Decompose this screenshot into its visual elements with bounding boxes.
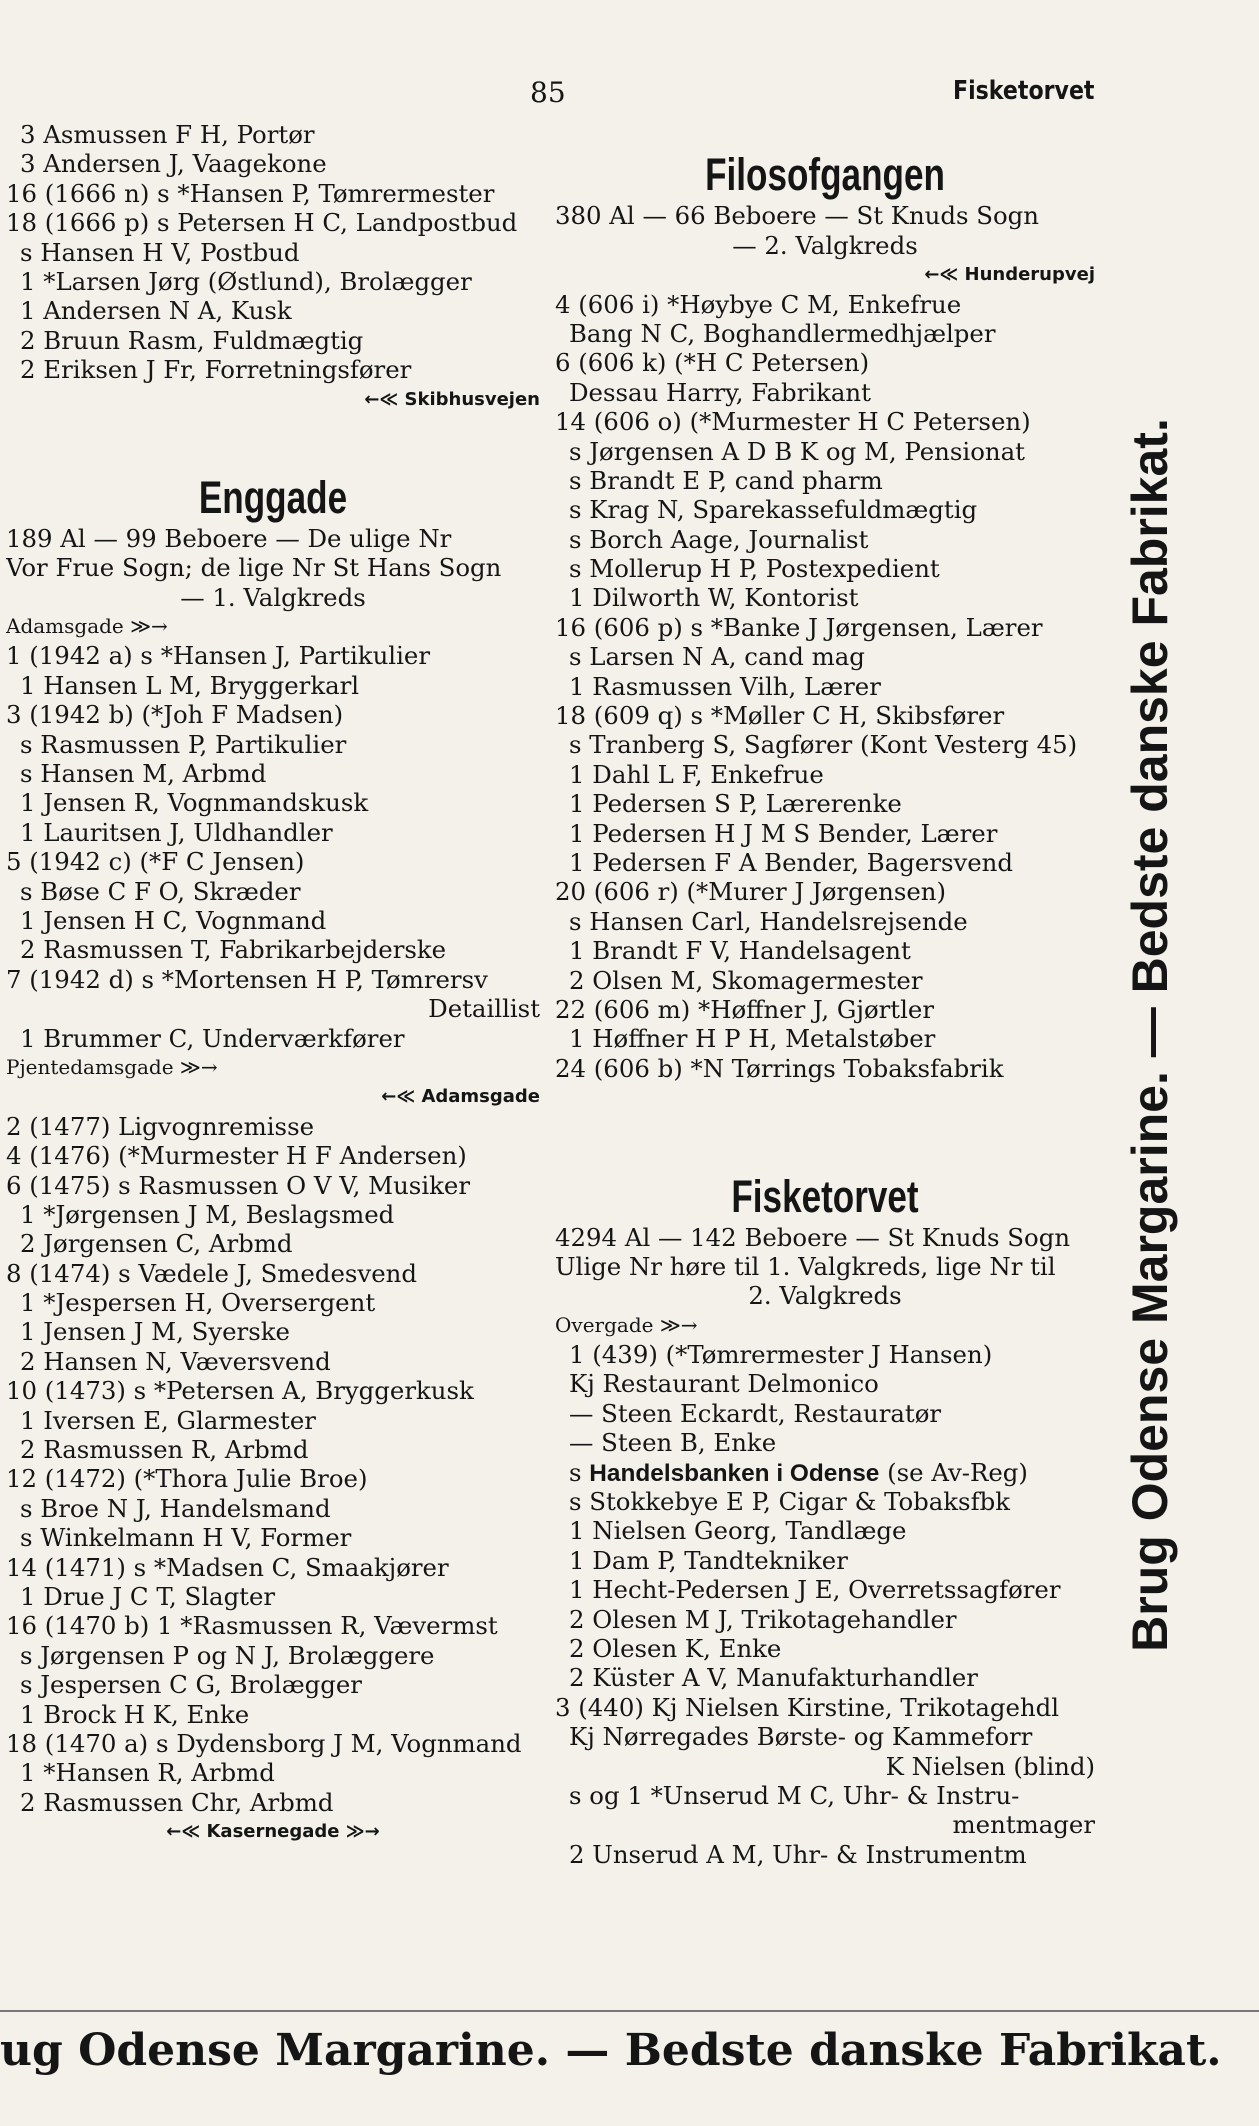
directory-entry: 6 (1475) s Rasmussen O V V, Musiker — [6, 1170, 470, 1200]
cross-street-marker: Pjentedamsgade ≫→ — [6, 1054, 218, 1079]
directory-entry: 1 Høffner H P H, Metalstøber — [569, 1024, 936, 1054]
directory-entry: 8 (1474) s Vædele J, Smedesvend — [6, 1258, 417, 1288]
directory-entry: 1 Hansen L M, Bryggerkarl — [20, 670, 360, 700]
directory-entry: 1 Pedersen S P, Lærerenke — [569, 789, 902, 819]
directory-entry: Vor Frue Sogn; de lige Nr St Hans Sogn — [6, 553, 502, 583]
directory-entry: 24 (606 b) *N Tørrings Tobaksfabrik — [555, 1053, 1004, 1083]
directory-entry: Kj Restaurant Delmonico — [569, 1369, 879, 1399]
directory-entry: 1 Pedersen F A Bender, Bagersvend — [569, 847, 1014, 877]
directory-entry: 3 Asmussen F H, Portør — [20, 120, 315, 149]
directory-entry: s Krag N, Sparekassefuldmægtig — [569, 495, 978, 525]
directory-entry: s Tranberg S, Sagfører (Kont Vesterg 45) — [569, 730, 1078, 760]
directory-entry: 2 Hansen N, Væversvend — [20, 1346, 331, 1376]
directory-entry: s Broe N J, Handelsmand — [20, 1493, 331, 1523]
directory-entry: 2 (1477) Ligvognremisse — [6, 1111, 315, 1141]
directory-entry: s Stokkebye E P, Cigar & Tobaksfbk — [569, 1487, 1010, 1517]
directory-entry: s Hansen H V, Postbud — [20, 237, 300, 267]
directory-entry: 4294 Al — 142 Beboere — St Knuds Sogn — [555, 1222, 1071, 1252]
directory-entry: Ulige Nr høre til 1. Valgkreds, lige Nr til — [555, 1251, 1056, 1281]
directory-entry: — Steen B, Enke — [569, 1428, 777, 1458]
vertical-ad-text: Brug Odense Margarine. — Bedste danske Fabrikat. — [1122, 418, 1178, 1652]
footer-advertisement: ug Odense Margarine. — Bedste danske Fabrikat. — [0, 2025, 1222, 2076]
cross-street-marker: Overgade ≫→ — [555, 1312, 698, 1337]
right-column — [555, 120, 1095, 1869]
directory-entry: 1 *Hansen R, Arbmd — [20, 1758, 275, 1788]
directory-entry: 2 Bruun Rasm, Fuldmægtig — [20, 325, 364, 355]
directory-entry: 1 (1942 a) s *Hansen J, Partikulier — [6, 641, 430, 671]
directory-entry: 2 Küster A V, Manufakturhandler — [569, 1663, 978, 1693]
directory-entry: 1 Rasmussen Vilh, Lærer — [569, 671, 881, 701]
directory-entry: 18 (1470 a) s Dydensborg J M, Vognmand — [6, 1728, 522, 1758]
directory-entry: 1 Brock H K, Enke — [20, 1699, 250, 1729]
directory-entry: Dessau Harry, Fabrikant — [569, 377, 871, 407]
directory-entry: — 1. Valgkreds — [180, 582, 366, 612]
cross-street-marker: ←≪ Adamsgade — [381, 1086, 540, 1108]
directory-entry: 1 Jensen H C, Vognmand — [20, 905, 327, 935]
directory-entry: Detaillist — [428, 994, 540, 1024]
directory-entry: 16 (606 p) s *Banke J Jørgensen, Lærer — [555, 612, 1043, 642]
street-heading: Filosofgangen — [705, 149, 945, 201]
directory-entry: 1 *Jørgensen J M, Beslagsmed — [20, 1199, 395, 1229]
directory-entry: mentmager — [952, 1810, 1095, 1840]
directory-entry: 14 (1471) s *Madsen C, Smaakjører — [6, 1552, 449, 1582]
directory-entry: 20 (606 r) (*Murer J Jørgensen) — [555, 877, 947, 907]
directory-entry: 3 (440) Kj Nielsen Kirstine, Trikotagehdl — [555, 1692, 1060, 1722]
cross-street-marker: Adamsgade ≫→ — [6, 614, 168, 639]
directory-entry: 22 (606 m) *Høffner J, Gjørtler — [555, 994, 934, 1024]
directory-entry: 14 (606 o) (*Murmester H C Petersen) — [555, 407, 1031, 437]
directory-entry: 1 Dilworth W, Kontorist — [569, 583, 859, 613]
directory-entry: s Handelsbanken i Odense (se Av-Reg) — [569, 1457, 1028, 1487]
directory-entry: 2 Olsen M, Skomagermester — [569, 965, 923, 995]
directory-entry: s Larsen N A, cand mag — [569, 642, 865, 672]
left-column — [6, 120, 540, 1846]
directory-entry: 2 Olesen M J, Trikotagehandler — [569, 1604, 957, 1634]
directory-entry: 18 (1666 p) s Petersen H C, Landpostbud — [6, 208, 518, 238]
street-heading: Enggade — [198, 471, 348, 523]
directory-entry: s Jespersen C G, Brolægger — [20, 1670, 362, 1700]
cross-street-marker: ←≪ Hunderupvej — [924, 264, 1095, 286]
footer-rule — [0, 2010, 1259, 2012]
directory-entry: 3 Andersen J, Vaagekone — [20, 149, 327, 179]
running-title: Fisketorvet — [952, 76, 1094, 106]
directory-entry: s Borch Aage, Journalist — [569, 524, 869, 554]
directory-entry: s Mollerup H P, Postexpedient — [569, 554, 940, 584]
directory-entry: 1 Drue J C T, Slagter — [20, 1581, 276, 1611]
directory-entry: 16 (1470 b) 1 *Rasmussen R, Vævermst — [6, 1611, 498, 1641]
directory-entry: 2 Jørgensen C, Arbmd — [20, 1229, 293, 1259]
directory-entry: 1 Jensen R, Vognmandskusk — [20, 788, 369, 818]
directory-entry: 1 Brandt F V, Handelsagent — [569, 936, 911, 966]
directory-entry: 2 Olesen K, Enke — [569, 1633, 782, 1663]
directory-entry: 1 Hecht-Pedersen J E, Overretssagfører — [569, 1575, 1061, 1605]
directory-entry: 2 Rasmussen R, Arbmd — [20, 1435, 309, 1465]
directory-entry: s Rasmussen P, Partikulier — [20, 729, 347, 759]
directory-entry: 1 Brummer C, Underværkfører — [20, 1023, 405, 1053]
directory-entry: 2 Unserud A M, Uhr- & Instrumentm — [569, 1839, 1027, 1869]
directory-entry: Kj Nørregades Børste- og Kammeforr — [569, 1722, 1033, 1752]
directory-entry: s Hansen Carl, Handelsrejsende — [569, 906, 968, 936]
directory-entry: 16 (1666 n) s *Hansen P, Tømrermester — [6, 178, 495, 208]
directory-entry: s Bøse C F O, Skræder — [20, 876, 301, 906]
vertical-advertisement — [1105, 330, 1195, 1740]
directory-entry: 189 Al — 99 Beboere — De ulige Nr — [6, 523, 452, 553]
directory-entry: 1 Andersen N A, Kusk — [20, 296, 292, 326]
directory-entry: 1 Iversen E, Glarmester — [20, 1405, 316, 1435]
spacer — [555, 1141, 1095, 1170]
directory-entry: 1 Pedersen H J M S Bender, Lærer — [569, 818, 998, 848]
street-heading: Fisketorvet — [731, 1170, 919, 1222]
directory-entry: 1 *Jespersen H, Oversergent — [20, 1288, 376, 1318]
directory-entry: 18 (609 q) s *Møller C H, Skibsfører — [555, 701, 1005, 731]
directory-entry: s og 1 *Unserud M C, Uhr- & Instru- — [569, 1780, 1020, 1810]
directory-entry: 2. Valgkreds — [748, 1281, 902, 1311]
directory-entry: — 2. Valgkreds — [732, 230, 918, 260]
directory-entry: 1 *Larsen Jørg (Østlund), Brolægger — [20, 266, 472, 296]
cross-street-marker: ←≪ Skibhusvejen — [364, 388, 540, 410]
spacer — [555, 1083, 1095, 1141]
directory-entry: s Hansen M, Arbmd — [20, 759, 267, 789]
directory-entry: — Steen Eckardt, Restauratør — [569, 1398, 942, 1428]
directory-entry: 5 (1942 c) (*F C Jensen) — [6, 847, 305, 877]
cross-street-marker: ←≪ Kasernegade ≫→ — [166, 1821, 380, 1843]
directory-entry: 3 (1942 b) (*Joh F Madsen) — [6, 700, 344, 730]
directory-entry: K Nielsen (blind) — [885, 1751, 1095, 1781]
directory-entry: s Winkelmann H V, Former — [20, 1523, 352, 1553]
directory-entry: 1 Nielsen Georg, Tandlæge — [569, 1516, 907, 1546]
directory-entry: 380 Al — 66 Beboere — St Knuds Sogn — [555, 201, 1039, 231]
directory-entry: 1 Jensen J M, Syerske — [20, 1317, 290, 1347]
directory-entry: 1 Dam P, Tandtekniker — [569, 1545, 848, 1575]
directory-entry: 2 Rasmussen T, Fabrikarbejderske — [20, 935, 447, 965]
directory-entry: 7 (1942 d) s *Mortensen H P, Tømrersv — [6, 964, 488, 994]
directory-entry: 12 (1472) (*Thora Julie Broe) — [6, 1464, 368, 1494]
directory-entry: 4 (606 i) *Høybye C M, Enkefrue — [555, 289, 962, 319]
directory-entry: s Jørgensen P og N J, Brolæggere — [20, 1640, 435, 1670]
directory-entry: s Brandt E P, cand pharm — [569, 465, 883, 495]
directory-entry: s Jørgensen A D B K og M, Pensionat — [569, 436, 1025, 466]
directory-entry: 1 Dahl L F, Enkefrue — [569, 759, 824, 789]
directory-entry: 2 Eriksen J Fr, Forretningsfører — [20, 355, 412, 385]
directory-entry: Bang N C, Boghandlermedhjælper — [569, 318, 996, 348]
spacer — [6, 414, 540, 472]
spacer — [555, 120, 1095, 149]
directory-entry: 2 Rasmussen Chr, Arbmd — [20, 1787, 334, 1817]
directory-entry: 1 Lauritsen J, Uldhandler — [20, 817, 333, 847]
directory-entry: 6 (606 k) (*H C Petersen) — [555, 348, 870, 378]
directory-entry: 4 (1476) (*Murmester H F Andersen) — [6, 1141, 467, 1171]
directory-entry: 10 (1473) s *Petersen A, Bryggerkusk — [6, 1376, 474, 1406]
directory-entry: 1 (439) (*Tømrermester J Hansen) — [569, 1340, 993, 1370]
page-number: 85 — [530, 76, 566, 109]
